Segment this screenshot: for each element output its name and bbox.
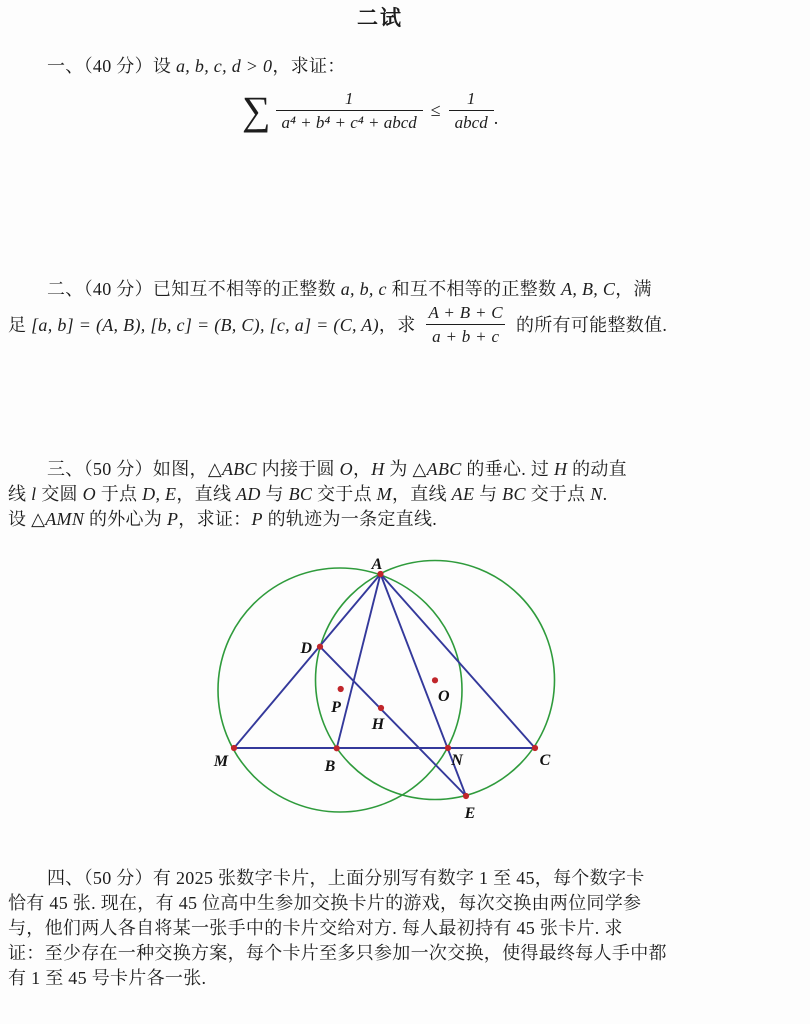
- math-run: O: [82, 484, 96, 504]
- text-run: ，满: [615, 279, 652, 299]
- math-run: D, E: [142, 484, 177, 504]
- problem-3-line-2: [8, 482, 607, 506]
- point-label-E: E: [464, 805, 476, 822]
- fraction-ratio-denominator: a + b + c: [426, 324, 505, 347]
- point-label-N: N: [451, 752, 463, 769]
- problem-2-line-2: [8, 302, 667, 347]
- problem-4-line-1: [47, 866, 645, 890]
- text-run: ，直线: [391, 484, 452, 504]
- math-run: △ABC: [207, 459, 257, 479]
- problem-1-display-formula: [242, 88, 498, 133]
- problem-3-line-3: [8, 507, 437, 531]
- text-run: 的轨迹为一条定直线.: [262, 509, 438, 529]
- math-run: △AMN: [31, 509, 85, 529]
- math-run: BC: [288, 484, 313, 504]
- point-O: [432, 677, 438, 683]
- figure-svg: [200, 543, 572, 825]
- text-run: 的外心为: [84, 509, 167, 529]
- fraction-ratio: [423, 302, 509, 347]
- problem-4-line-2: [8, 891, 641, 915]
- problem-2-line-2-after: [516, 313, 667, 337]
- text-run: 四、（50 分）有 2025 张数字卡片，上面分别写有数字 1 至 45，每个数字卡: [47, 868, 645, 888]
- page-title: 二试: [357, 6, 403, 30]
- point-label-O: O: [438, 688, 450, 705]
- segment-DE: [320, 647, 466, 796]
- text-run: ，直线: [176, 484, 237, 504]
- text-run: 设: [8, 509, 32, 529]
- fraction-rhs: [449, 88, 494, 133]
- fraction-rhs-denominator: abcd: [449, 110, 494, 133]
- leq-symbol: ≤: [430, 100, 441, 120]
- text-run: 为: [384, 459, 413, 479]
- point-label-B: B: [324, 758, 336, 775]
- fraction-lhs-denominator: a⁴ + b⁴ + c⁴ + abcd: [276, 110, 423, 133]
- text-run: 三、（50 分）如图，: [47, 459, 208, 479]
- point-label-P: P: [331, 699, 341, 716]
- point-label-C: C: [539, 752, 551, 769]
- point-label-H: H: [371, 716, 385, 733]
- formula-period: .: [493, 108, 499, 128]
- text-run: 二、（40 分）已知互不相等的正整数: [47, 279, 341, 299]
- problem-4-line-5: [8, 966, 206, 990]
- text-run: 的动直: [567, 459, 627, 479]
- point-H: [378, 705, 384, 711]
- fraction-rhs-numerator: 1: [466, 89, 476, 108]
- math-run: A, B, C: [561, 279, 616, 299]
- problem-2-line-1: [47, 277, 652, 301]
- fraction-lhs-numerator: 1: [344, 89, 354, 108]
- point-P: [338, 686, 344, 692]
- point-N: [445, 745, 451, 751]
- math-run: P: [251, 509, 263, 529]
- fraction-ratio-numerator: A + B + C: [428, 303, 503, 322]
- math-run: a, b, c, d > 0: [176, 56, 273, 76]
- problem-3-line-1: [47, 457, 627, 481]
- math-run: AD: [236, 484, 261, 504]
- point-E: [463, 793, 469, 799]
- math-run: H: [371, 459, 385, 479]
- text-run: 的垂心. 过: [461, 459, 554, 479]
- text-run: 交于点: [525, 484, 591, 504]
- math-run: a, b, c: [340, 279, 387, 299]
- math-run: △ABC: [412, 459, 462, 479]
- text-run: 与，他们两人各自将某一张手中的卡片交给对方. 每人最初持有 45 张卡片. 求: [8, 918, 623, 938]
- point-C: [532, 745, 538, 751]
- problem-1-statement: [47, 54, 346, 78]
- point-D: [317, 644, 323, 650]
- text-run: 一、（40 分）设: [47, 56, 176, 76]
- text-run: 交于点: [312, 484, 377, 504]
- sum-symbol: ∑: [242, 87, 271, 133]
- text-run: 与: [260, 484, 289, 504]
- text-run: 证：至少存在一种交换方案，每个卡片至多只参加一次交换，使得最终每人手中都: [8, 943, 667, 963]
- problem-2-line-2-before: [8, 313, 416, 337]
- text-run: 足: [8, 314, 32, 335]
- problem-4-line-3: [8, 916, 623, 940]
- text-run: 线: [8, 484, 32, 504]
- text-run: 内接于圆: [256, 459, 340, 479]
- problem-4-line-4: [8, 941, 667, 965]
- text-run: 与: [474, 484, 503, 504]
- text-run: 恰有 45 张. 现在，有 45 位高中生参加交换卡片的游戏，每次交换由两位同学参: [8, 893, 642, 913]
- math-run: [a, b] = (A, B), [b, c] = (B, C), [c, a] = (C, A): [31, 314, 379, 335]
- point-M: [231, 745, 237, 751]
- point-label-D: D: [300, 640, 312, 657]
- text-run: 交圆: [36, 484, 83, 504]
- text-run: 于点: [95, 484, 143, 504]
- text-run: 的所有可能整数值.: [515, 314, 668, 335]
- point-label-M: M: [213, 753, 229, 770]
- text-run: 有 1 至 45 号卡片各一张.: [8, 968, 207, 988]
- math-run: BC: [502, 484, 526, 504]
- text-run: ，求证：: [272, 56, 346, 76]
- point-B: [334, 745, 340, 751]
- math-run: H: [553, 459, 568, 479]
- math-run: l: [31, 484, 37, 504]
- math-run: N: [590, 484, 603, 504]
- text-run: ，: [352, 459, 372, 479]
- math-run: AE: [451, 484, 475, 504]
- fraction-lhs: [276, 88, 423, 133]
- text-run: .: [602, 484, 608, 504]
- math-run: M: [376, 484, 392, 504]
- text-run: ，求: [378, 314, 416, 335]
- math-run: P: [166, 509, 179, 529]
- math-run: O: [339, 459, 353, 479]
- point-label-A: A: [371, 556, 383, 573]
- text-run: 和互不相等的正整数: [386, 279, 562, 299]
- text-run: ，求证：: [178, 509, 252, 529]
